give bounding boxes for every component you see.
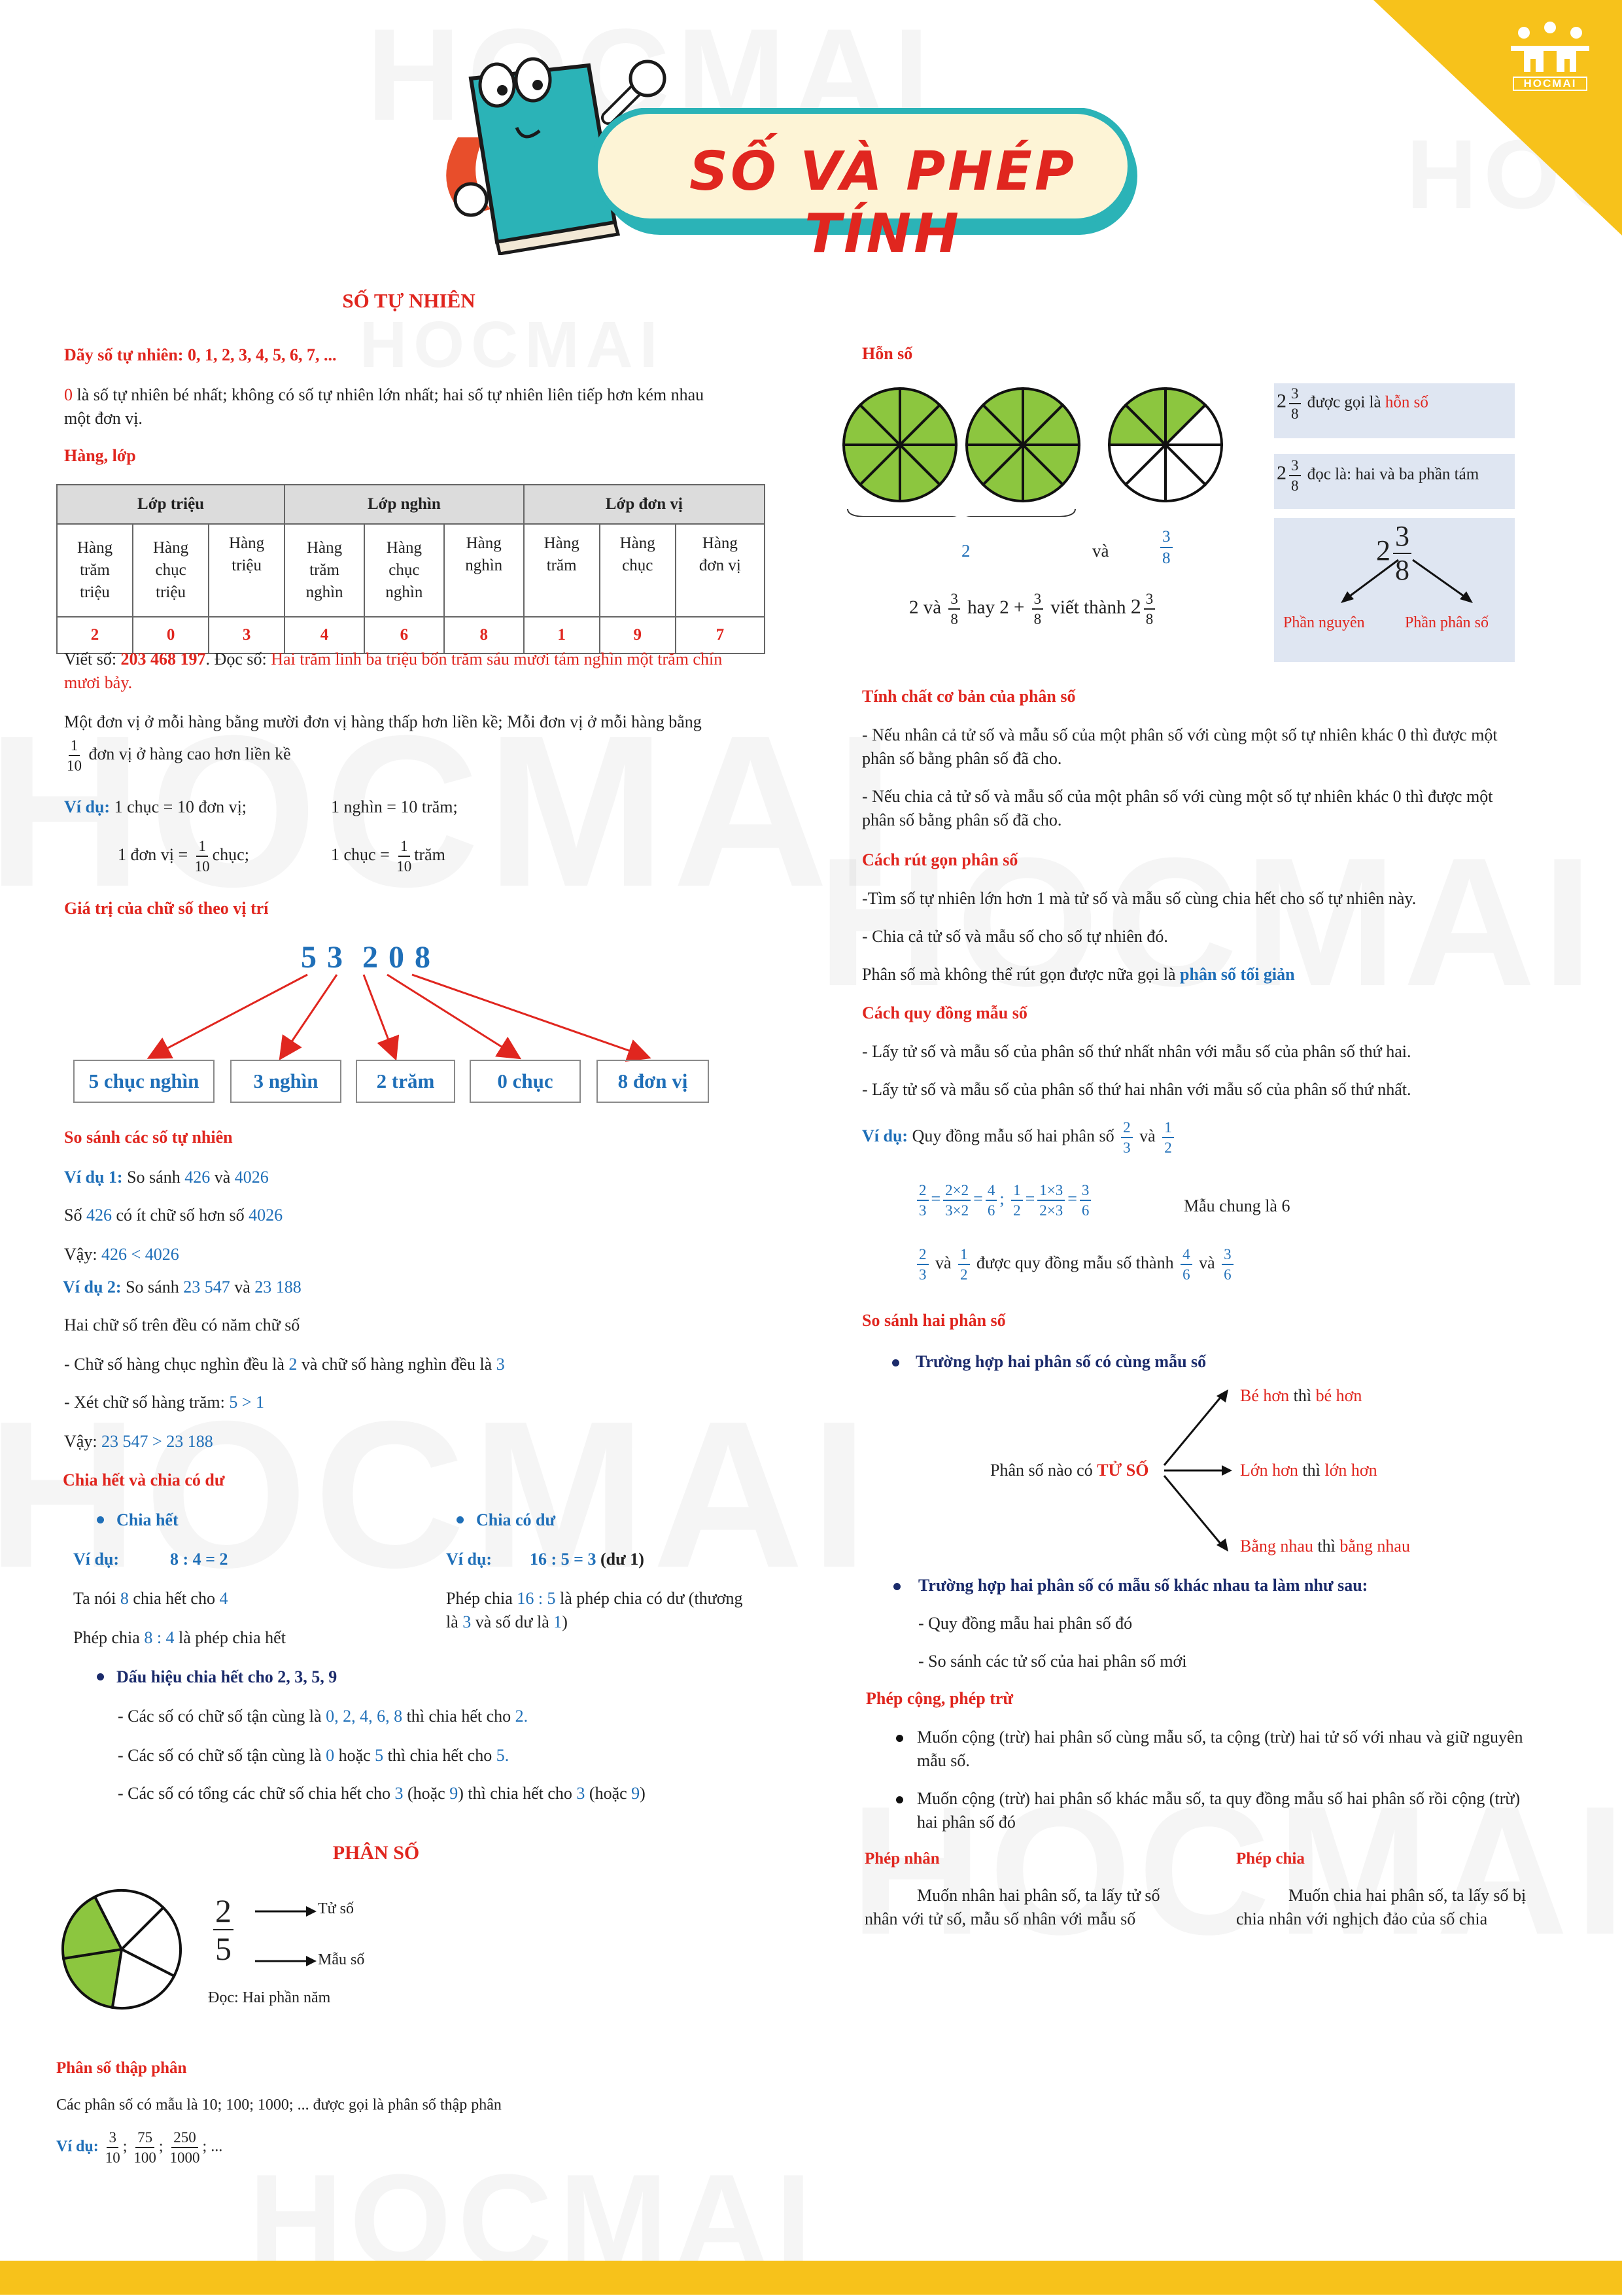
chia-co-du-example: Ví dụ:	[446, 1550, 492, 1569]
table-group-header: Lớp triệu	[57, 485, 285, 524]
tinh-chat-2: - Nếu chia cả tử số và mẫu số của một phân số với cùng một số tự nhiên khác 0 thì được một phân số bằng phân số đã cho.	[862, 787, 1493, 829]
section-title-natural-numbers: SỐ TỰ NHIÊN	[342, 289, 475, 312]
phan-so-title: PHÂN SỐ	[332, 1842, 420, 1864]
vidu-line-2a: 1 đơn vị = $\frac{1}{10}$ chục;	[118, 838, 249, 875]
rut-gon-3: Phân số mà không thể rút gọn được nữa gọi là phân số tối giản	[862, 965, 1295, 984]
logo-text: HOCMAI	[1523, 77, 1577, 90]
intro-text: 0 là số tự nhiên bé nhất; không có số tự nhiên lớn nhất; hai số tự nhiên liên tiếp hơn kém nhau một đơn vị.	[64, 385, 704, 428]
fraction-two-fifths: $\frac{2}{5}$	[211, 1894, 236, 1965]
table-digit-cell: 4	[285, 617, 364, 653]
ps-nao-co-tu-so: Phân số nào có TỬ SỐ	[990, 1461, 1149, 1480]
cong-tru-title: Phép cộng, phép trừ	[866, 1689, 1014, 1708]
mixed-number-pies	[841, 386, 1234, 517]
thap-phan-example: Ví dụ: $\frac{3}{10}$ ; $\frac{75}{100}$ ; $\frac{250}{1000}$ ; ...	[56, 2129, 223, 2166]
hon-so-title: Hỗn số	[862, 344, 913, 363]
vd2-line-1: Hai chữ số trên đều có năm chữ số	[64, 1315, 300, 1334]
phep-chia-text: Muốn chia hai phân số, ta lấy số bị chia nhân với nghịch đảo của số chia	[1236, 1886, 1527, 1928]
chia-het-equation: 8 : 4 = 2	[170, 1550, 228, 1569]
table-digit-cell: 7	[676, 617, 765, 653]
cung-mau-title: Trường hợp hai phân số có cùng mẫu số	[916, 1352, 1207, 1371]
chia-co-du-equation: 16 : 5 = 3 (dư 1)	[530, 1550, 644, 1569]
quy-dong-equation: $\frac{2}{3}$ = $\frac{2\times 2}{3\times 2}$ = $\frac{4}{6}$ ; $\frac{1}{2}$ = $\frac{1\times 3}{2\times 3}$ = $\frac{3}{6}$	[914, 1183, 1094, 1218]
tinh-chat-1: - Nếu nhân cả tử số và mẫu số của một phân số với cùng một số tự nhiên khác 0 thì được một phân số bằng phân số đã cho.	[862, 725, 1498, 768]
table-group-header: Lớp nghìn	[285, 485, 523, 524]
tinh-chat-title: Tính chất cơ bản của phân số	[862, 687, 1076, 706]
bullet	[97, 1516, 104, 1523]
table-digit-cell: 3	[209, 617, 285, 653]
watermark	[818, 818, 1599, 1028]
vd2-result: Vậy: 23 547 > 23 188	[64, 1432, 213, 1451]
vd2-line: Ví dụ 2: So sánh 23 547 và 23 188	[63, 1278, 302, 1296]
chia-het-title: Chia hết và chia có dư	[63, 1470, 225, 1489]
chia-het-label: Chia hết	[116, 1510, 179, 1529]
vidu-line-1b: 1 nghìn = 10 trăm;	[331, 797, 458, 816]
be-hon-line: Bé hơn thì bé hơn	[1240, 1386, 1362, 1405]
gia-tri-title: Giá trị của chữ số theo vị trí	[64, 899, 269, 918]
vd2-line-3: - Xét chữ số hàng trăm: 5 > 1	[64, 1393, 265, 1412]
day-so-tu-nhien: Dãy số tự nhiên: 0, 1, 2, 3, 4, 5, 6, 7, ...	[64, 345, 337, 364]
info-box-2-text: 2 $\frac{3}{8}$ đọc là: hai và ba phần tám	[1277, 457, 1479, 494]
three-eighths-fraction: $\frac{3}{8}$	[1158, 529, 1175, 566]
quy-dong-example: Ví dụ: Quy đồng mẫu số hai phân số $\frac{2}{3}$ và $\frac{1}{2}$	[862, 1120, 1177, 1155]
lon-hon-line: Lớn hơn thì lớn hơn	[1240, 1461, 1377, 1480]
table-group-header: Lớp đơn vị	[524, 485, 765, 524]
table-col-header: Hàng nghìn	[444, 524, 524, 617]
chia-co-du-label: Chia có dư	[476, 1510, 556, 1529]
table-digit-cell: 6	[364, 617, 444, 653]
bullet	[893, 1583, 901, 1590]
dau-hieu-line-2: - Các số có chữ số tận cùng là 0 hoặc 5 thì chia hết cho 5.	[118, 1746, 509, 1765]
vidu-line-1: Ví dụ: 1 chục = 10 đơn vị;	[64, 797, 247, 816]
khac-mau-2: - So sánh các tử số của hai phân số mới	[918, 1652, 1187, 1671]
table-digit-cell: 2	[57, 617, 133, 653]
mixed-number-line: 2 và $\frac{3}{8}$ hay 2 + $\frac{3}{8}$ viết thành 2 $\frac{3}{8}$	[909, 591, 1158, 627]
table-col-header: Hàng triệu	[209, 524, 285, 617]
khac-mau-1: - Quy đồng mẫu hai phân số đó	[918, 1614, 1133, 1633]
vd1-line: Ví dụ 1: So sánh 426 và 4026	[64, 1168, 269, 1187]
place-box: 2 trăm	[356, 1060, 455, 1103]
place-box: 5 chục nghìn	[73, 1060, 215, 1103]
mixed-number-arrows	[1321, 556, 1491, 608]
bullet	[896, 1735, 903, 1742]
so-sanh-title: So sánh các số tự nhiên	[64, 1128, 233, 1147]
dau-hieu-line-3: - Các số có tổng các chữ số chia hết cho 3 (hoặc 9) thì chia hết cho 3 (hoặc 9)	[118, 1784, 646, 1803]
viet-so-doc-so: Viết số: 203 468 197. Đọc số: Hai trăm linh ba triệu bốn trăm sáu mươi tám nghìn một trăm chín mươi bảy.	[64, 650, 723, 692]
thap-phan-text: Các phân số có mẫu là 10; 100; 1000; ... được gọi là phân số thập phân	[56, 2096, 502, 2113]
table-col-header: Hàng đơn vị	[676, 524, 765, 617]
vd1-result: Vậy: 426 < 4026	[64, 1245, 179, 1264]
big-number: 5 3 2 0 8	[301, 940, 432, 975]
table-digit-cell: 0	[133, 617, 209, 653]
table-col-header: Hàng chục	[600, 524, 676, 617]
compare-arrows	[1158, 1387, 1236, 1557]
and-label: và	[1092, 541, 1109, 561]
footer-bar	[0, 2261, 1622, 2295]
phep-nhan-title: Phép nhân	[865, 1850, 940, 1868]
khac-mau-title: Trường hợp hai phân số có mẫu số khác nhau ta làm như sau:	[918, 1576, 1368, 1595]
bang-nhau-line: Bằng nhau thì bằng nhau	[1240, 1537, 1410, 1556]
whole-part-two: 2	[961, 541, 971, 561]
vd2-line-2: - Chữ số hàng chục nghìn đều là 2 và chữ số hàng nghìn đều là 3	[64, 1355, 505, 1374]
so-sanh-ps-title: So sánh hai phân số	[862, 1311, 1006, 1330]
vd1-line-2: Số 426 có ít chữ số hơn số 4026	[64, 1206, 283, 1225]
mixed-number-big: 2 $\frac{3}{8}$	[1376, 522, 1414, 585]
table-digit-cell: 1	[524, 617, 600, 653]
place-box: 3 nghìn	[230, 1060, 341, 1103]
rut-gon-2: - Chia cả tử số và mẫu số cho số tự nhiên đó.	[862, 927, 1168, 946]
table-col-header: Hàng trăm	[524, 524, 600, 617]
banner-title: SỐ VÀ PHÉP TÍNH	[689, 141, 1077, 265]
phep-nhan-text: Muốn nhân hai phân số, ta lấy tử số nhân với tử số, mẫu số nhân với mẫu số	[865, 1886, 1160, 1928]
doc-hai-phan-nam: Đọc: Hai phần năm	[208, 1989, 331, 2006]
quy-dong-2: - Lấy tử số và mẫu số của phân số thứ hai nhân với mẫu số của phân số thứ nhất.	[862, 1080, 1411, 1099]
dau-hieu-line-1: - Các số có chữ số tận cùng là 0, 2, 4, 6, 8 thì chia hết cho 2.	[118, 1707, 528, 1726]
chia-het-line-1: Ta nói 8 chia hết cho 4	[73, 1589, 228, 1608]
chia-het-line-2: Phép chia 8 : 4 là phép chia hết	[73, 1628, 286, 1647]
pie-two-fifths	[56, 1884, 187, 2015]
place-value-arrows	[0, 0, 785, 1112]
table-col-header: Hàng trăm triệu	[57, 524, 133, 617]
chia-het-example: Ví dụ:	[73, 1550, 120, 1569]
mau-chung: Mẫu chung là 6	[1184, 1196, 1290, 1215]
phep-chia-title: Phép chia	[1236, 1850, 1305, 1868]
info-box-1-text: 2 $\frac{3}{8}$ được gọi là hỗn số	[1277, 385, 1428, 422]
cong-tru-2: Muốn cộng (trừ) hai phân số khác mẫu số, ta quy đồng mẫu số hai phân số rồi cộng (trừ) hai phân số đó	[917, 1789, 1521, 1832]
table-digit-cell: 8	[444, 617, 524, 653]
table-digit-cell: 9	[600, 617, 676, 653]
tu-so-label: Tử số	[318, 1900, 354, 1917]
fraction: $\frac{1}{10}$	[67, 737, 82, 774]
quy-dong-result: $\frac{2}{3}$ và $\frac{1}{2}$ được quy đồng mẫu số thành $\frac{4}{6}$ và $\frac{3}{6}$	[914, 1247, 1236, 1282]
bullet	[896, 1796, 903, 1803]
bullet	[97, 1673, 104, 1680]
place-box: 8 đơn vị	[596, 1060, 709, 1103]
rut-gon-1: -Tìm số tự nhiên lớn hơn 1 mà tử số và mẫu số cùng chia hết cho số tự nhiên này.	[862, 889, 1417, 908]
vidu-line-2b: 1 chục = $\frac{1}{10}$ trăm	[331, 838, 445, 875]
mot-don-vi-text-2: $\frac{1}{10}$ đơn vị ở hàng cao hơn liền kề	[67, 737, 291, 774]
dau-hieu-title: Dấu hiệu chia hết cho 2, 3, 5, 9	[116, 1667, 337, 1686]
quy-dong-1: - Lấy tử số và mẫu số của phân số thứ nhất nhân với mẫu số của phân số thứ hai.	[862, 1042, 1411, 1061]
thap-phan-title: Phân số thập phân	[56, 2059, 187, 2077]
bullet	[892, 1359, 899, 1366]
bullet	[457, 1516, 464, 1523]
cong-tru-1: Muốn cộng (trừ) hai phân số cùng mẫu số, ta cộng (trừ) hai tử số với nhau và giữ nguyên mẫu số.	[917, 1728, 1523, 1770]
table-col-header: Hàng chục nghìn	[364, 524, 444, 617]
hang-lop-title: Hàng, lớp	[64, 446, 136, 465]
phan-nguyen-label: Phần nguyên	[1283, 614, 1365, 631]
fraction-arrows	[249, 1897, 320, 1969]
quy-dong-title: Cách quy đồng mẫu số	[862, 1003, 1027, 1022]
table-col-header: Hàng chục triệu	[133, 524, 209, 617]
phan-phan-so-label: Phần phân số	[1405, 614, 1489, 631]
table-col-header: Hàng trăm nghìn	[285, 524, 364, 617]
chia-co-du-line: Phép chia 16 : 5 là phép chia có dư (thương là 3 và số dư là 1)	[446, 1589, 743, 1631]
place-box: 0 chục	[470, 1060, 581, 1103]
mau-so-label: Mẫu số	[318, 1951, 365, 1968]
rut-gon-title: Cách rút gọn phân số	[862, 850, 1018, 869]
mot-don-vi-text: Một đơn vị ở mỗi hàng bằng mười đơn vị hàng thấp hơn liền kề; Mỗi đơn vị ở mỗi hàng bằng	[64, 712, 702, 731]
